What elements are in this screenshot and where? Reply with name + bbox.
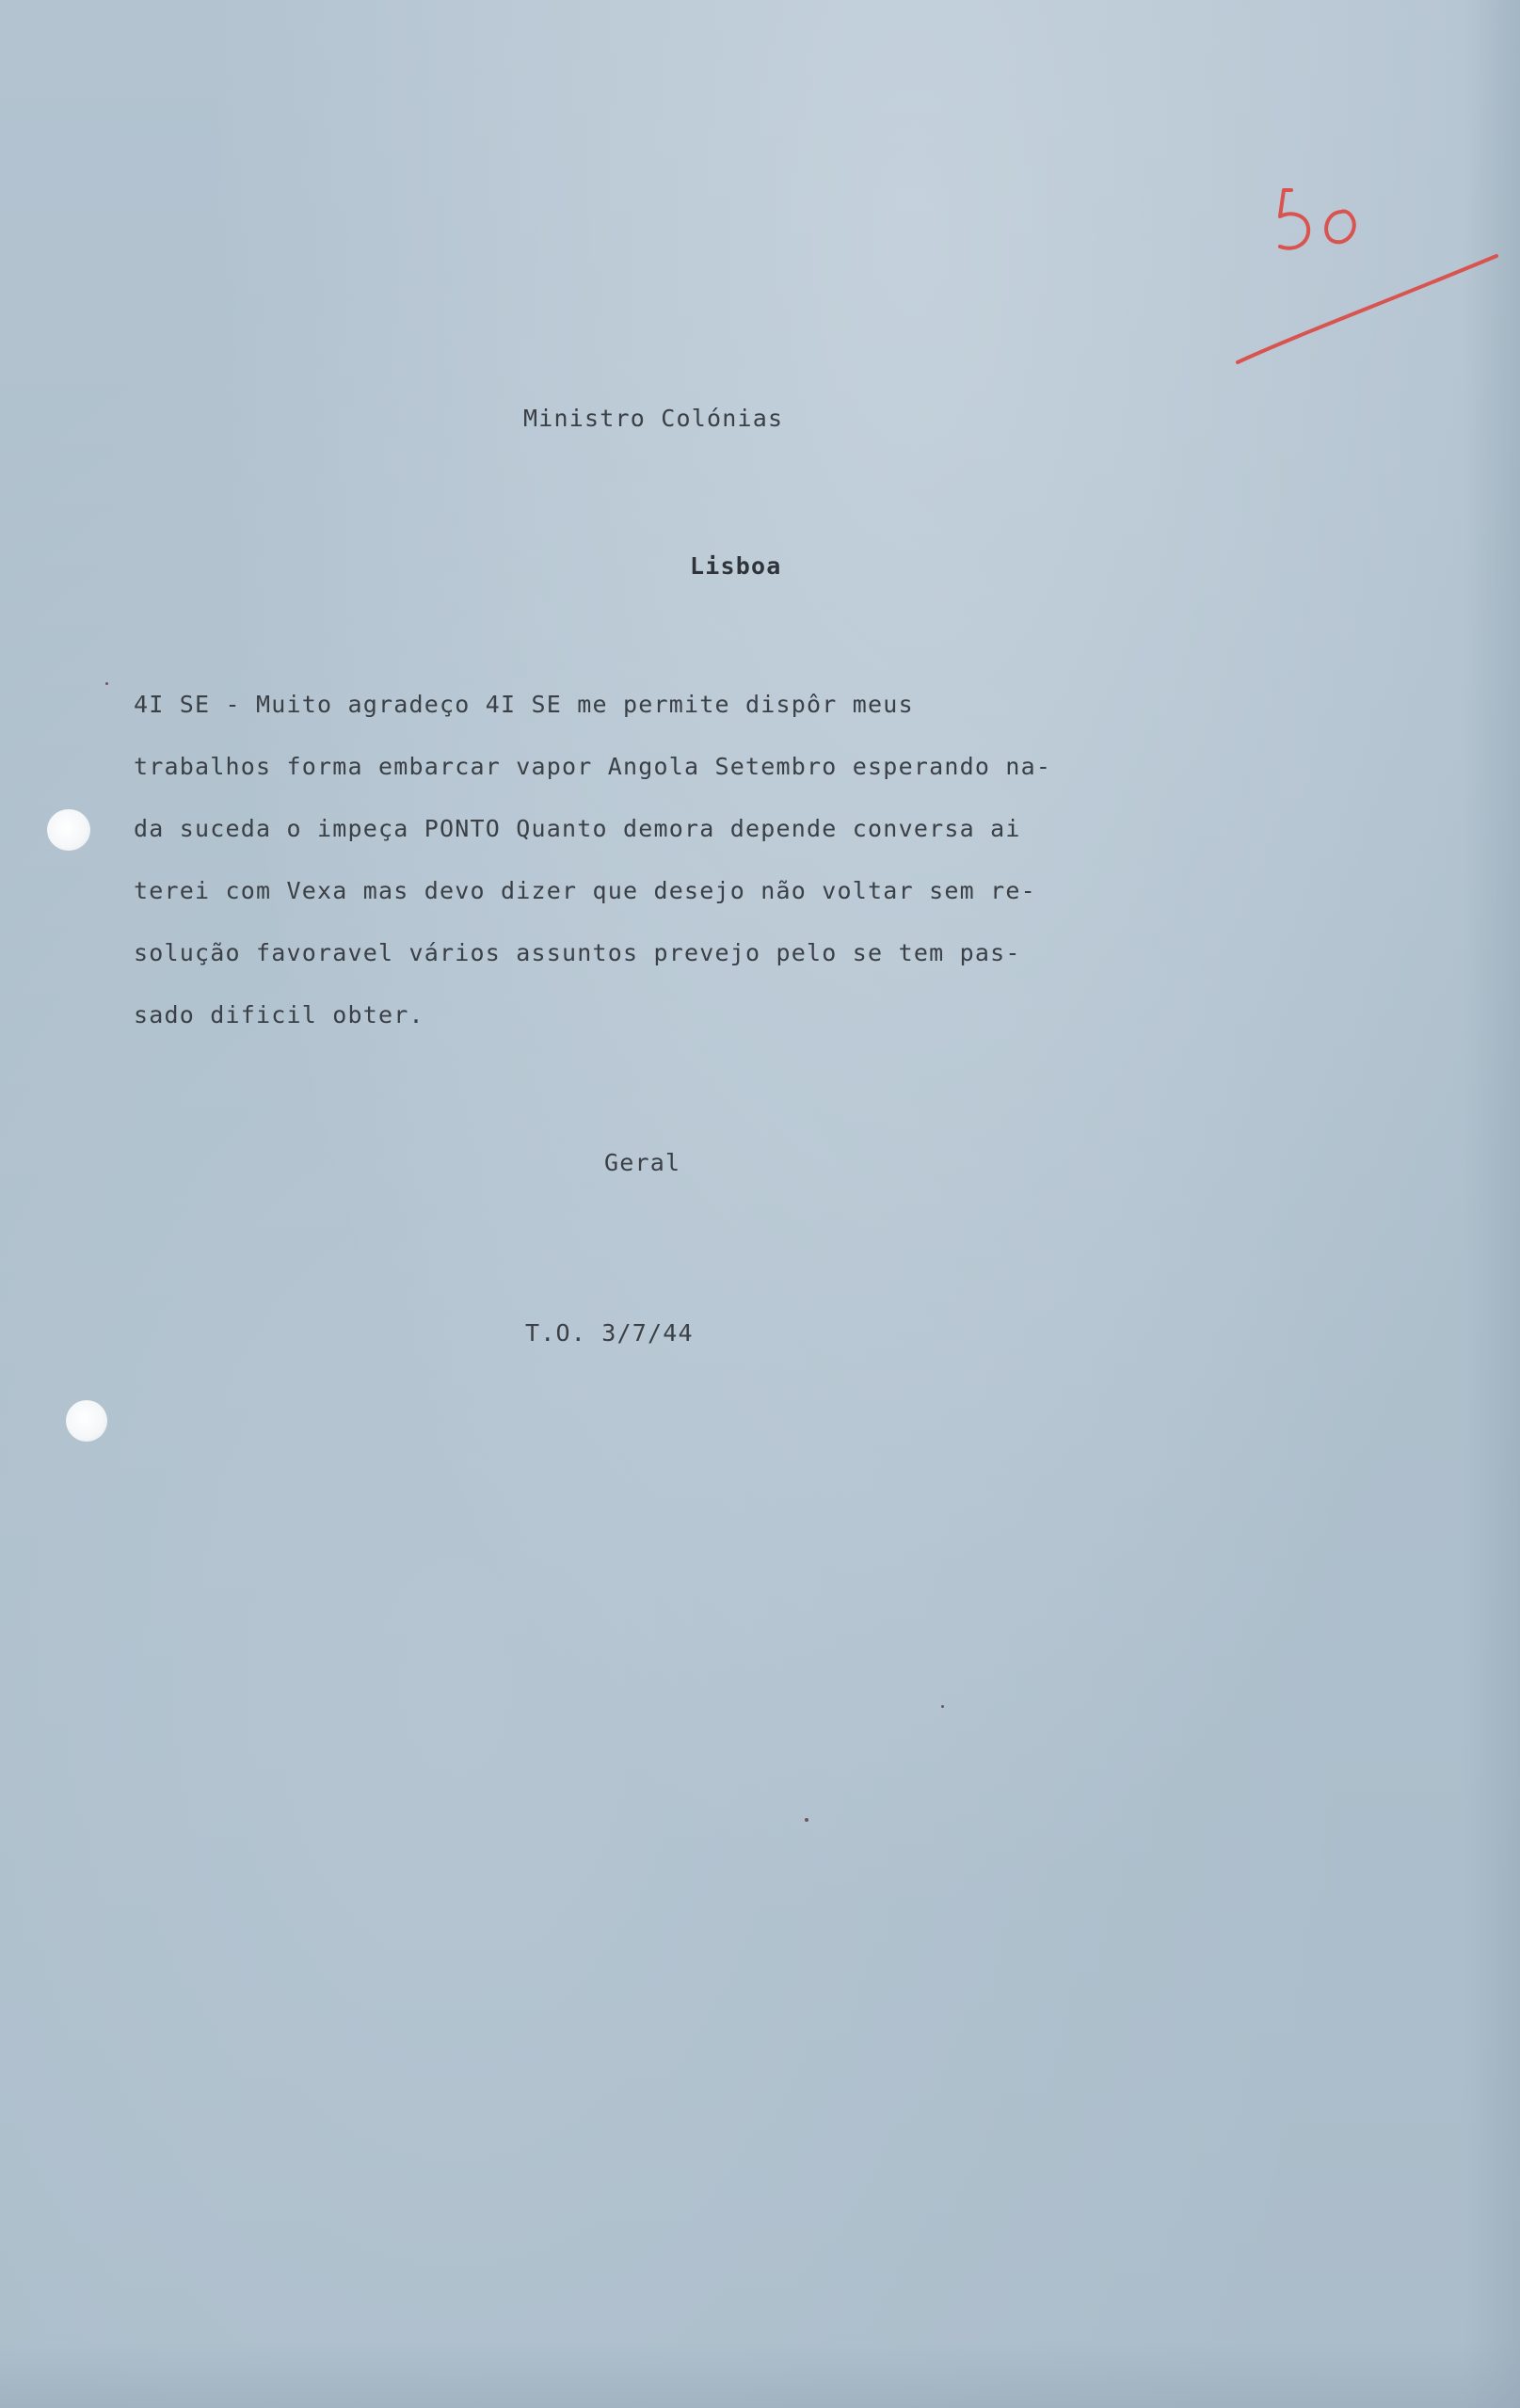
punch-hole	[66, 1400, 107, 1442]
body-line-6: sado dificil obter.	[134, 1001, 424, 1029]
body-line-5: solução favoravel vários assuntos prevejo pelo se tem pas-	[134, 939, 1021, 966]
paper-bottom-shadow	[0, 2342, 1520, 2408]
body-line-1: 4I SE - Muito agradeço 4I SE me permite dispôr meus	[134, 691, 914, 718]
folio-number-annotation	[1233, 141, 1506, 376]
paper-speck	[805, 1818, 808, 1822]
signature: Geral	[604, 1149, 681, 1176]
body-line-2: trabalhos forma embarcar vapor Angola Setembro esperando na-	[134, 753, 1052, 780]
paper-speck	[105, 682, 108, 685]
reference-date: T.O. 3/7/44	[525, 1319, 694, 1347]
body-line-4: terei com Vexa mas devo dizer que desejo não voltar sem re-	[134, 877, 1036, 904]
punch-hole	[47, 809, 90, 851]
paper-speck	[941, 1705, 944, 1708]
body-line-3: da suceda o impeça PONTO Quanto demora depende conversa ai	[134, 815, 1021, 842]
city: Lisboa	[690, 552, 782, 580]
addressee: Ministro Colónias	[523, 405, 784, 432]
